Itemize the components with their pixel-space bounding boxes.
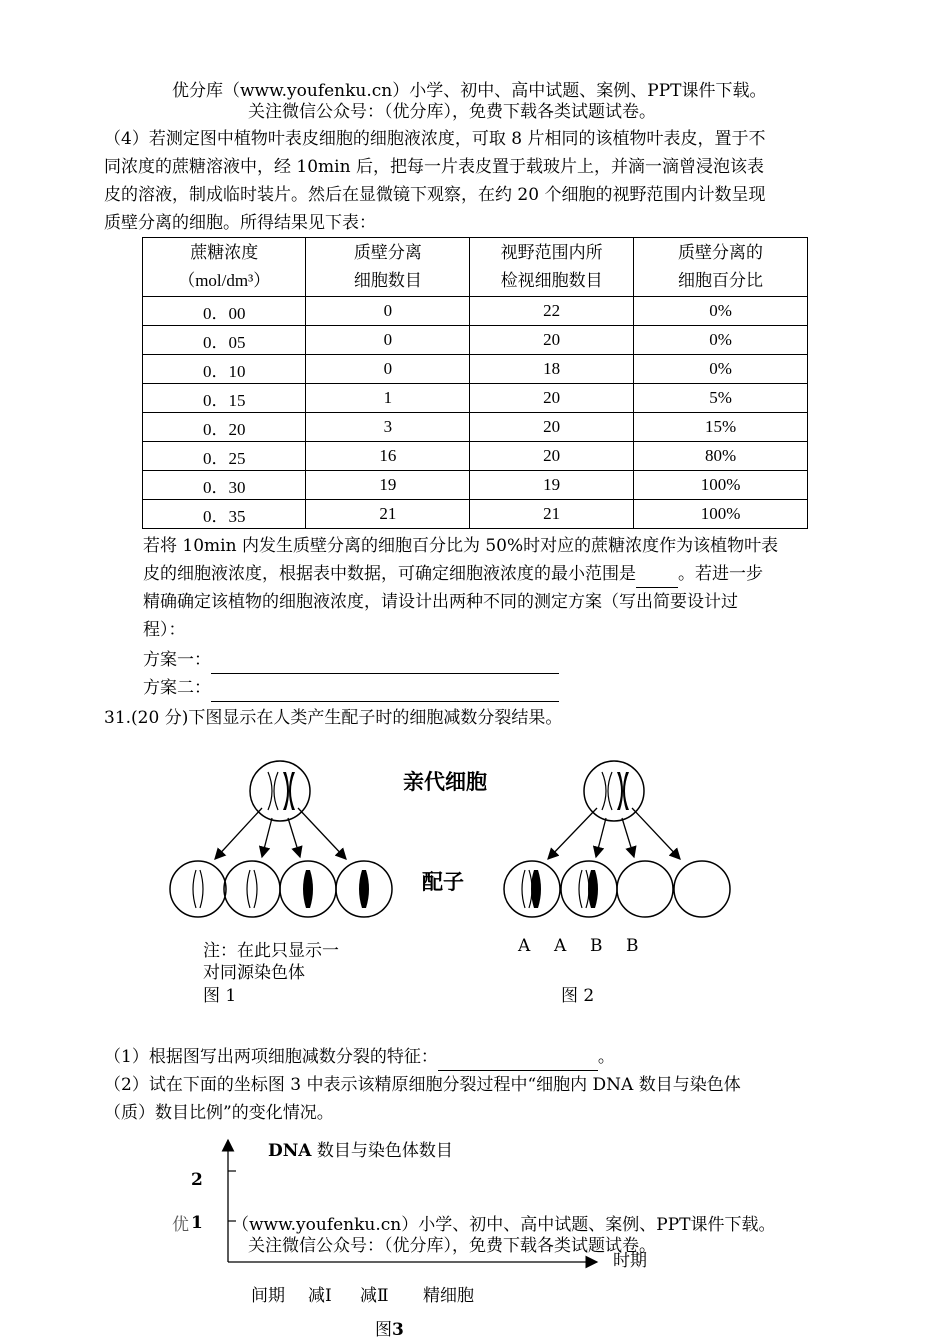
- phase-meiosis-2: 减Ⅱ: [360, 1286, 389, 1306]
- footer-line-2: 关注微信公众号：（优分库），免费下载各类试题试卷。: [248, 1236, 656, 1256]
- plan-one-blank[interactable]: [211, 648, 559, 674]
- phase-interphase: 间期: [251, 1286, 285, 1306]
- plan-two: 方案二：: [143, 676, 846, 702]
- header-plasmolysis-count: 质壁分离 细胞数目: [306, 238, 470, 297]
- header-line-2: 关注微信公众号：（优分库），免费下载各类试题试卷。: [248, 102, 656, 122]
- fig3-tick-label-2: 2: [191, 1170, 203, 1190]
- q31-sub2-line-2: （质）数目比例”的变化情况。: [104, 1103, 334, 1123]
- table-row: 0．20 3 20 15%: [143, 413, 808, 442]
- q4-after-line-1: 若将 10min 内发生质壁分离的细胞百分比为 50%时对应的蔗糖浓度作为该植物叶表: [143, 536, 779, 556]
- fig1-arrows: [215, 808, 346, 859]
- header-concentration: 蔗糖浓度 （mol/dm³）: [143, 238, 306, 297]
- q4-line-1: （4）若测定图中植物叶表皮细胞的细胞液浓度，可取 8 片相同的该植物叶表皮，置于不: [104, 129, 766, 149]
- table-row: 0．10 0 18 0%: [143, 355, 808, 384]
- answer-blank-range[interactable]: [636, 562, 678, 588]
- q4-line-3: 皮的溶液，制成临时装片。然后在显微镜下观察，在约 20 个细胞的视野范围内计数呈现: [104, 185, 766, 205]
- table-row: 0．30 19 19 100%: [143, 471, 808, 500]
- phase-sperm: 精细胞: [423, 1286, 474, 1306]
- q4-line-2: 同浓度的蔗糖溶液中，经 10min 后，把每一片表皮置于载玻片上，并滴一滴曾浸泡该表: [104, 157, 764, 177]
- label-gamete: 配子: [422, 870, 464, 894]
- footer-line-1: （www.youfenku.cn）小学、初中、高中试题、案例、PPT课件下载。: [232, 1215, 776, 1235]
- q4-after-line-3: 精确确定该植物的细胞液浓度，请设计出两种不同的测定方案（写出简要设计过: [143, 592, 738, 612]
- fig3-caption: 图3: [375, 1320, 404, 1340]
- fig2-label-a2: A: [554, 936, 567, 956]
- fig2-label-b1: B: [590, 936, 603, 956]
- header-line-1: 优分库（www.youfenku.cn）小学、初中、高中试题、案例、PPT课件下载。: [172, 81, 767, 101]
- table-row: 0．15 1 20 5%: [143, 384, 808, 413]
- footer-prefix: 优: [172, 1215, 189, 1235]
- q4-after-line-4: 程）：: [143, 620, 186, 640]
- q4-line-4: 质壁分离的细胞。所得结果见下表：: [104, 213, 376, 233]
- plan-one: 方案一：: [143, 648, 846, 674]
- header-total-cells: 视野范围内所 检视细胞数目: [470, 238, 634, 297]
- fig1-caption: 图 1: [203, 986, 237, 1006]
- fig3-xlabel: 时期: [613, 1251, 647, 1271]
- table-row: 0．00 0 22 0%: [143, 297, 808, 326]
- header-percentage: 质壁分离的 细胞百分比: [634, 238, 808, 297]
- fig1-note-line-2: 对同源染色体: [203, 963, 305, 983]
- fig2-arrows: [548, 808, 680, 859]
- fig1-note-line-1: 注：在此只显示一: [203, 941, 339, 961]
- table-header-row: [143, 238, 808, 297]
- sub1-answer-blank[interactable]: [438, 1045, 598, 1071]
- q31-sub1: （1）根据图写出两项细胞减数分裂的特征： 。: [104, 1045, 846, 1071]
- table-row: 0．35 21 21 100%: [143, 500, 808, 529]
- q31-sub2-line-1: （2）试在下面的坐标图 3 中表示该精原细胞分裂过程中“细胞内 DNA 数目与染色体: [104, 1075, 741, 1095]
- fig3-axes: [0, 1130, 950, 1280]
- table-row: 0．05 0 20 0%: [143, 326, 808, 355]
- q4-after-line-2: 皮的细胞液浓度，根据表中数据，可确定细胞液浓度的最小范围是 。若进一步: [143, 562, 846, 588]
- phase-meiosis-1: 减Ⅰ: [308, 1286, 332, 1306]
- fig2-label-b2: B: [626, 936, 639, 956]
- q31-title: 31.(20 分)下图显示在人类产生配子时的细胞减数分裂结果。: [104, 708, 563, 728]
- plan-two-blank[interactable]: [211, 676, 559, 702]
- fig2-caption: 图 2: [561, 986, 595, 1006]
- fig3-ylabel: DNA 数目与染色体数目: [268, 1141, 453, 1161]
- fig3-tick-label-1: 1: [191, 1213, 203, 1233]
- table-row: 0．25 16 20 80%: [143, 442, 808, 471]
- plasmolysis-table: [142, 237, 808, 529]
- fig2-label-a1: A: [518, 936, 531, 956]
- label-parent-cell: 亲代细胞: [403, 770, 487, 794]
